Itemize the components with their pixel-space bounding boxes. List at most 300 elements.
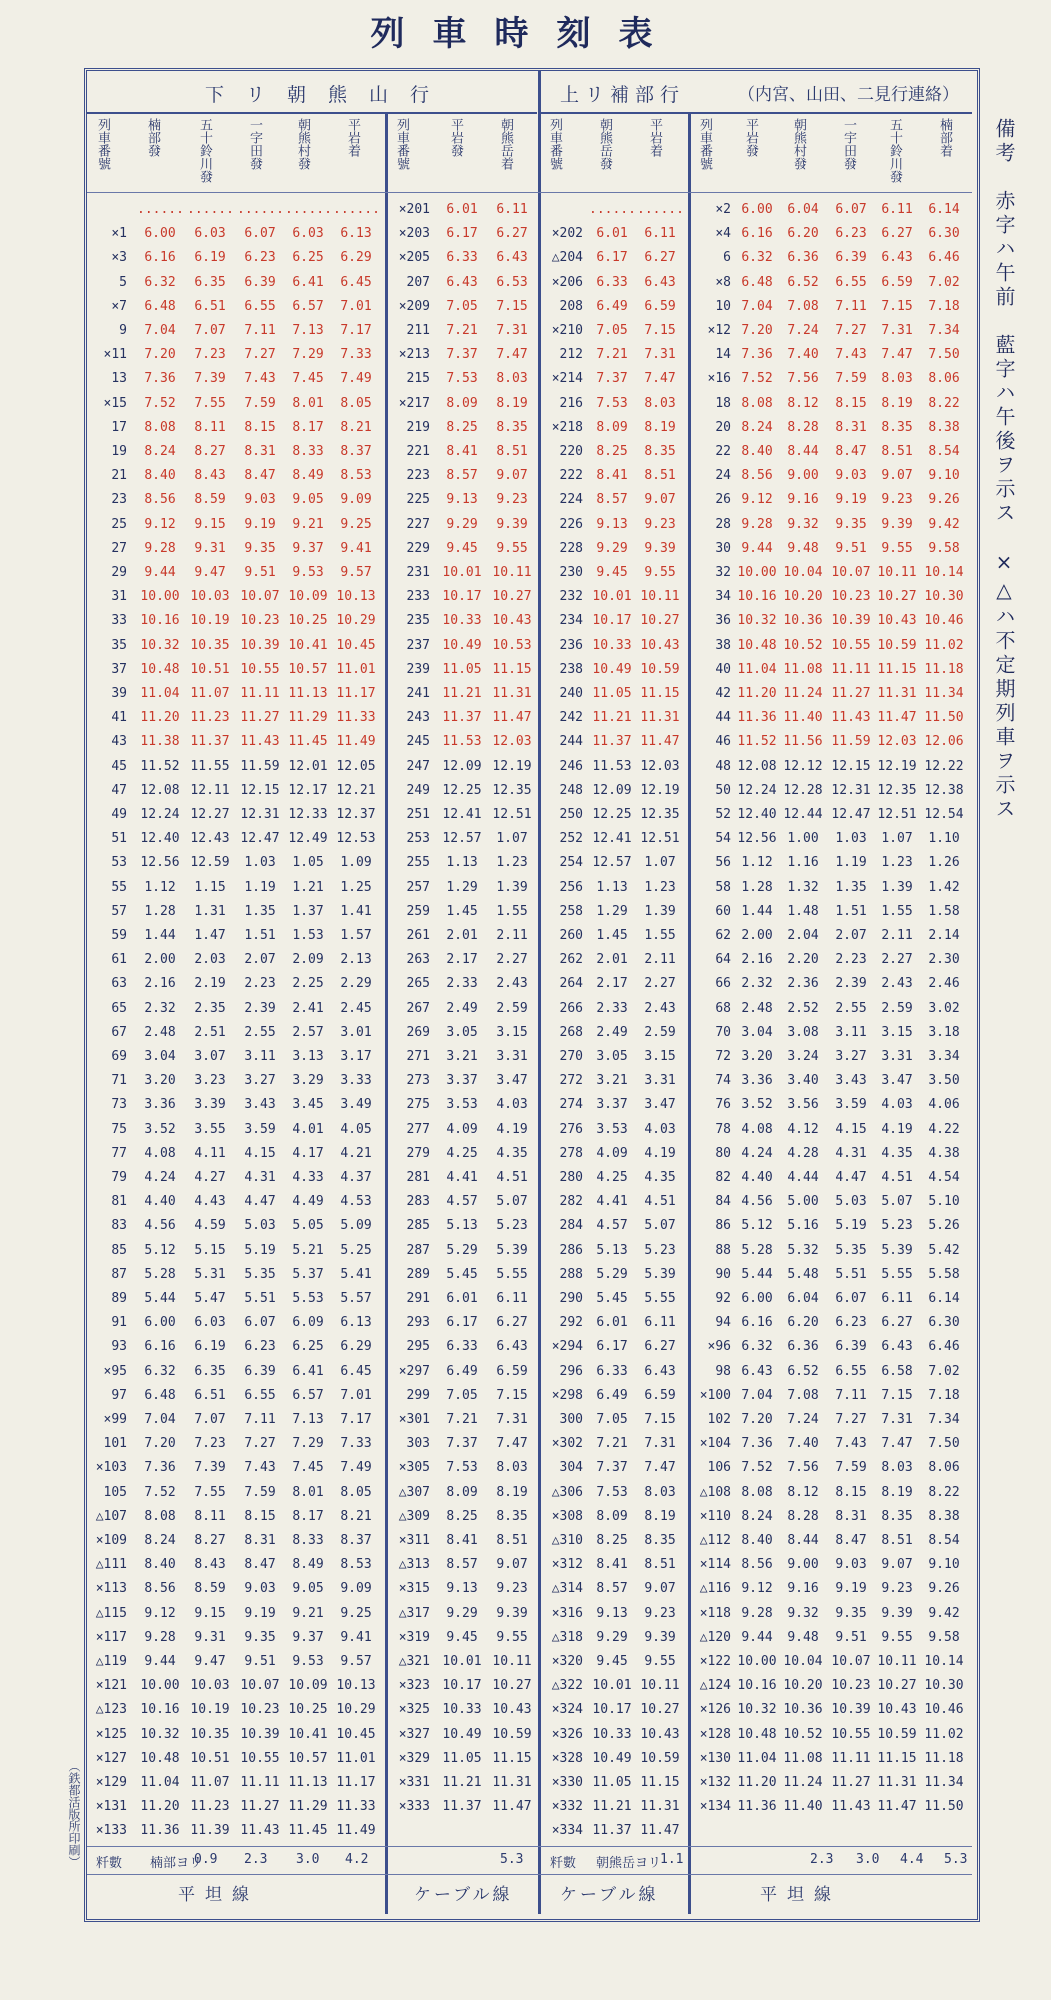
time-cell: 2.14: [928, 928, 960, 943]
time-cell: 9.45: [596, 1654, 628, 1669]
time-cell: 2.11: [644, 952, 676, 968]
time-cell: 8.11: [194, 1508, 226, 1524]
time-cell: 8.40: [144, 1557, 176, 1573]
time-cell: 6.57: [292, 298, 324, 314]
time-cell: 4.56: [144, 1218, 176, 1234]
time-cell: 7.04: [144, 323, 176, 338]
time-cell: 10.35: [190, 637, 230, 653]
time-cell: 11.05: [442, 1750, 482, 1766]
time-cell: 6.51: [194, 1387, 226, 1403]
time-cell: 11.56: [783, 734, 823, 750]
time-cell: 6.41: [292, 1363, 324, 1379]
time-cell: 2.35: [194, 1000, 226, 1016]
column-header-c-0: 列車番號: [547, 118, 562, 170]
train-number: 80: [715, 1145, 731, 1161]
train-number: ×133: [95, 1823, 127, 1839]
time-cell: 9.15: [194, 516, 226, 532]
time-cell: 9.45: [596, 565, 628, 580]
time-cell: 10.17: [442, 589, 482, 605]
time-cell: 3.37: [596, 1097, 628, 1113]
train-number: ×326: [551, 1726, 583, 1742]
time-cell: 5.48: [787, 1266, 819, 1282]
time-cell: 12.43: [190, 831, 230, 847]
time-cell: 2.09: [292, 952, 324, 968]
time-cell: 9.23: [496, 1581, 528, 1597]
time-cell: 9.39: [881, 516, 913, 532]
time-cell: 9.13: [596, 1605, 628, 1621]
time-cell: 6.14: [928, 1291, 960, 1306]
time-cell: 8.57: [596, 492, 628, 508]
time-cell: 6.20: [787, 226, 819, 242]
time-cell: 11.47: [640, 734, 680, 750]
time-cell: 5.19: [244, 1242, 276, 1258]
section-title-up: 上リ補部行: [560, 84, 686, 106]
time-cell: 1.03: [835, 831, 867, 847]
time-cell: 8.24: [144, 1533, 176, 1548]
train-number: △317: [398, 1605, 430, 1621]
time-cell: 8.35: [881, 1508, 913, 1524]
train-number: 77: [111, 1145, 127, 1161]
time-cell: 4.22: [928, 1121, 960, 1137]
train-number: 236: [559, 637, 583, 653]
time-cell: 11.13: [288, 1775, 328, 1790]
time-cell: 5.23: [644, 1242, 676, 1258]
time-cell: 4.03: [881, 1097, 913, 1113]
time-cell: 12.59: [190, 855, 230, 871]
time-cell: 9.10: [928, 1557, 960, 1573]
train-number: 85: [111, 1242, 127, 1258]
train-number: 61: [111, 952, 127, 968]
time-cell: 9.32: [787, 1605, 819, 1621]
time-cell: 8.08: [741, 1484, 773, 1500]
train-number: ×1: [111, 226, 127, 242]
time-cell: 10.59: [640, 1750, 680, 1766]
time-cell: 8.35: [496, 1508, 528, 1524]
time-cell: 7.33: [340, 347, 372, 363]
column-header-c-1: 朝熊岳發: [597, 118, 612, 170]
train-number: 54: [715, 831, 731, 847]
time-cell: 6.11: [496, 1291, 528, 1306]
time-cell: 8.19: [644, 419, 676, 435]
time-cell: 2.29: [340, 976, 372, 992]
train-number: 42: [715, 686, 731, 701]
time-cell: 4.43: [194, 1194, 226, 1210]
time-cell: 8.35: [881, 419, 913, 435]
train-number: 268: [559, 1024, 583, 1040]
train-number: 222: [559, 468, 583, 484]
train-number: △115: [95, 1605, 127, 1621]
time-cell: 5.07: [881, 1194, 913, 1210]
time-cell: 1.55: [881, 903, 913, 919]
time-cell: 11.50: [924, 710, 964, 726]
time-cell: 12.37: [336, 807, 376, 822]
time-cell: 10.55: [831, 637, 871, 653]
time-cell: 8.57: [446, 468, 478, 484]
time-cell: 7.47: [644, 1460, 676, 1476]
train-number: 261: [406, 928, 430, 943]
time-cell: 11.52: [140, 758, 180, 774]
time-cell: 5.23: [496, 1218, 528, 1234]
time-cell: 10.33: [442, 1702, 482, 1718]
fare-a-1: 0.9: [194, 1852, 218, 1867]
time-cell: 2.20: [787, 952, 819, 968]
time-cell: 5.41: [340, 1266, 372, 1282]
time-cell: 1.23: [881, 855, 913, 871]
train-number: 282: [559, 1194, 583, 1210]
time-cell: 6.55: [244, 298, 276, 314]
time-cell: 8.15: [244, 419, 276, 435]
train-number: 46: [715, 734, 731, 750]
train-number: △318: [551, 1629, 583, 1645]
time-cell: 1.28: [741, 879, 773, 895]
time-cell: 7.11: [835, 298, 867, 314]
train-number: ×205: [398, 250, 430, 266]
time-cell: 10.52: [783, 1726, 823, 1742]
time-cell: 6.49: [446, 1363, 478, 1379]
time-cell: 12.15: [240, 782, 280, 798]
time-cell: 7.15: [496, 1387, 528, 1403]
time-cell: 11.37: [442, 1799, 482, 1815]
train-number: 98: [715, 1363, 731, 1379]
time-cell: 8.24: [741, 1508, 773, 1524]
time-cell: 8.35: [644, 1533, 676, 1548]
train-number: △124: [699, 1678, 731, 1694]
time-cell: 11.15: [492, 661, 532, 677]
time-cell: 10.43: [640, 637, 680, 653]
time-cell: 6.17: [596, 1339, 628, 1355]
time-cell: 8.22: [928, 395, 960, 411]
time-cell: 12.41: [442, 807, 482, 822]
time-cell: 8.03: [644, 395, 676, 411]
time-cell: 8.31: [835, 419, 867, 435]
train-number: 13: [111, 371, 127, 387]
time-cell: 8.43: [194, 468, 226, 484]
time-cell: 10.55: [831, 1726, 871, 1742]
time-cell: 10.45: [336, 1726, 376, 1742]
time-cell: 6.48: [741, 274, 773, 290]
time-cell: 1.32: [787, 879, 819, 895]
time-cell: 3.45: [292, 1097, 324, 1113]
time-cell: 5.35: [244, 1266, 276, 1282]
train-number: 68: [715, 1000, 731, 1016]
column-header-d-4: 五十鈴川發: [887, 118, 902, 183]
time-cell: 2.23: [244, 976, 276, 992]
time-cell: 4.05: [340, 1121, 372, 1137]
time-cell: 8.11: [194, 419, 226, 435]
train-number: 86: [715, 1218, 731, 1234]
time-cell: 8.19: [881, 395, 913, 411]
time-cell: 8.24: [741, 419, 773, 435]
time-cell: 4.53: [340, 1194, 372, 1210]
train-number: 74: [715, 1073, 731, 1089]
time-cell: 2.33: [596, 1000, 628, 1016]
time-cell: 3.47: [496, 1073, 528, 1089]
time-cell: 1.55: [496, 903, 528, 919]
train-number: 216: [559, 395, 583, 411]
train-number: 212: [559, 347, 583, 363]
time-cell: 5.44: [144, 1291, 176, 1306]
train-number: 285: [406, 1218, 430, 1234]
time-cell: 12.21: [336, 782, 376, 798]
time-cell: 7.21: [446, 323, 478, 338]
time-cell: 2.27: [496, 952, 528, 968]
time-cell: 2.07: [244, 952, 276, 968]
train-number: 235: [406, 613, 430, 629]
time-cell: 6.41: [292, 274, 324, 290]
time-cell: 7.39: [194, 371, 226, 387]
time-cell: 10.43: [877, 613, 917, 629]
time-cell: 8.12: [787, 395, 819, 411]
time-cell: 12.24: [140, 807, 180, 822]
time-cell: 10.01: [592, 1678, 632, 1694]
time-cell: 10.14: [924, 1654, 964, 1669]
time-cell: 3.20: [741, 1049, 773, 1064]
time-cell: 2.17: [596, 976, 628, 992]
time-cell: 3.15: [644, 1049, 676, 1064]
train-number: △120: [699, 1629, 731, 1645]
time-cell: 10.23: [831, 589, 871, 605]
time-cell: 3.50: [928, 1073, 960, 1089]
time-cell: 7.08: [787, 1387, 819, 1403]
train-number: 277: [406, 1121, 430, 1137]
fare-from-c: 朝熊岳ヨリ: [596, 1856, 662, 1871]
train-number: 233: [406, 589, 430, 605]
remarks: 備考 赤字ハ午前 藍字ハ午後ヲ示ス ×△ハ不定期列車ヲ示ス: [992, 118, 1016, 822]
time-cell: 1.25: [340, 879, 372, 895]
time-cell: 1.47: [194, 928, 226, 943]
time-cell: 8.25: [596, 1533, 628, 1548]
train-number: 10: [715, 298, 731, 314]
train-number: 256: [559, 879, 583, 895]
time-cell: 5.29: [446, 1242, 478, 1258]
time-cell: 6.07: [244, 1315, 276, 1331]
table-row: [87, 1817, 385, 1847]
time-cell: 7.05: [596, 1412, 628, 1427]
time-cell: 11.29: [288, 1799, 328, 1815]
time-cell: 10.09: [288, 589, 328, 605]
time-cell: 7.40: [787, 347, 819, 363]
time-cell: 9.00: [787, 1557, 819, 1573]
time-cell: 9.42: [928, 1605, 960, 1621]
time-cell: 8.15: [244, 1508, 276, 1524]
time-cell: 6.53: [496, 274, 528, 290]
time-cell: 9.13: [446, 492, 478, 508]
train-number: 245: [406, 734, 430, 750]
train-number: ×305: [398, 1460, 430, 1476]
time-cell: 8.03: [881, 371, 913, 387]
time-cell: 9.35: [244, 540, 276, 556]
train-number: 286: [559, 1242, 583, 1258]
time-cell: 10.27: [492, 589, 532, 605]
train-number: 259: [406, 903, 430, 919]
train-number: 264: [559, 976, 583, 992]
train-number: 284: [559, 1218, 583, 1234]
time-cell: 1.03: [244, 855, 276, 871]
time-cell: 11.21: [442, 1775, 482, 1790]
time-cell: 9.58: [928, 1629, 960, 1645]
time-cell: 3.07: [194, 1049, 226, 1064]
time-cell: 8.40: [144, 468, 176, 484]
time-cell: 6.57: [292, 1387, 324, 1403]
time-cell: 10.39: [831, 1702, 871, 1718]
time-cell: 5.25: [340, 1242, 372, 1258]
time-cell: 10.43: [640, 1726, 680, 1742]
fare-d-4: 5.3: [944, 1852, 968, 1867]
time-cell: 1.51: [244, 928, 276, 943]
time-cell: 1.31: [194, 903, 226, 919]
time-cell: 9.55: [644, 565, 676, 580]
column-header-a-1: 楠部發: [145, 118, 160, 157]
time-cell: 10.32: [737, 613, 777, 629]
time-cell: 12.06: [924, 734, 964, 750]
time-cell: 6.13: [340, 1315, 372, 1331]
train-number: ×201: [398, 202, 430, 217]
time-cell: 9.55: [496, 1629, 528, 1645]
train-number: ×315: [398, 1581, 430, 1597]
time-cell: 7.21: [446, 1412, 478, 1427]
train-number: 243: [406, 710, 430, 726]
time-cell: 6.52: [787, 1363, 819, 1379]
time-cell: 7.15: [644, 1412, 676, 1427]
time-cell: 7.01: [340, 298, 372, 314]
train-number: 211: [406, 323, 430, 338]
time-cell: 5.35: [835, 1242, 867, 1258]
train-number: 78: [715, 1121, 731, 1137]
time-cell: 3.29: [292, 1073, 324, 1089]
train-number: ×316: [551, 1605, 583, 1621]
train-number: △112: [699, 1533, 731, 1548]
train-number: ×131: [95, 1799, 127, 1815]
time-cell: 7.37: [446, 1436, 478, 1452]
time-cell: 1.29: [596, 903, 628, 919]
time-cell: 2.36: [787, 976, 819, 992]
time-cell: 12.40: [737, 807, 777, 822]
time-cell: 2.43: [496, 976, 528, 992]
time-cell: 4.47: [244, 1194, 276, 1210]
train-number: 29: [111, 565, 127, 580]
time-cell: 7.27: [244, 1436, 276, 1452]
time-cell: 7.43: [835, 347, 867, 363]
train-number: 21: [111, 468, 127, 484]
time-cell: 6.16: [741, 1315, 773, 1331]
time-cell: 10.32: [140, 637, 180, 653]
train-number: 223: [406, 468, 430, 484]
time-cell: 3.37: [446, 1073, 478, 1089]
time-cell: 8.47: [835, 1533, 867, 1548]
train-number: 26: [715, 492, 731, 508]
time-cell: 2.01: [446, 928, 478, 943]
time-cell: 11.31: [640, 710, 680, 726]
time-cell: 7.24: [787, 1412, 819, 1427]
time-cell: 6.27: [644, 250, 676, 266]
time-cell: 10.01: [442, 565, 482, 580]
time-cell: 6.46: [928, 1339, 960, 1355]
train-number: 30: [715, 540, 731, 556]
time-cell: 11.15: [877, 661, 917, 677]
train-number: 229: [406, 540, 430, 556]
time-cell: 8.51: [496, 1533, 528, 1548]
time-cell: 9.03: [835, 468, 867, 484]
time-cell: 10.39: [240, 637, 280, 653]
train-number: 25: [111, 516, 127, 532]
time-cell: 2.27: [644, 976, 676, 992]
time-cell: 7.27: [835, 1412, 867, 1427]
time-cell: 8.41: [446, 444, 478, 459]
time-cell: 7.55: [194, 1484, 226, 1500]
time-cell: 2.49: [446, 1000, 478, 1016]
train-number: 300: [559, 1412, 583, 1427]
train-number: 267: [406, 1000, 430, 1016]
section-note-up: （内宮、山田、二見行連絡）: [738, 85, 959, 105]
column-header-d-1: 平岩發: [743, 118, 758, 157]
time-cell: 6.07: [244, 226, 276, 242]
time-cell: 10.17: [442, 1678, 482, 1694]
time-cell: 9.55: [881, 540, 913, 556]
time-cell: 8.44: [787, 1533, 819, 1548]
train-number: 303: [406, 1436, 430, 1452]
footer-mid-rule: [87, 1874, 972, 1875]
time-cell: 7.11: [244, 1412, 276, 1427]
time-cell: 7.49: [340, 371, 372, 387]
train-number: 39: [111, 686, 127, 701]
time-cell: 12.17: [288, 782, 328, 798]
time-cell: 10.04: [783, 1654, 823, 1669]
time-cell: 10.07: [240, 589, 280, 605]
time-cell: 9.35: [835, 1605, 867, 1621]
time-cell: 1.53: [292, 928, 324, 943]
time-cell: ......: [285, 202, 332, 217]
time-cell: 7.08: [787, 298, 819, 314]
time-cell: 2.17: [446, 952, 478, 968]
time-cell: 10.57: [288, 1750, 328, 1766]
time-cell: 6.17: [446, 226, 478, 242]
train-number: ×311: [398, 1533, 430, 1548]
time-cell: 3.04: [741, 1024, 773, 1040]
time-cell: 11.07: [190, 1775, 230, 1790]
time-cell: 1.07: [644, 855, 676, 871]
time-cell: 2.32: [741, 976, 773, 992]
time-cell: 1.09: [340, 855, 372, 871]
time-cell: 11.11: [831, 1750, 871, 1766]
time-cell: 4.06: [928, 1097, 960, 1113]
time-cell: 10.19: [190, 1702, 230, 1718]
train-number: △307: [398, 1484, 430, 1500]
train-number: 224: [559, 492, 583, 508]
time-cell: 5.05: [292, 1218, 324, 1234]
train-number: 275: [406, 1097, 430, 1113]
time-cell: 7.20: [144, 347, 176, 363]
train-number: ×125: [95, 1726, 127, 1742]
time-cell: 2.48: [741, 1000, 773, 1016]
time-cell: 7.53: [446, 1460, 478, 1476]
train-number: △306: [551, 1484, 583, 1500]
train-number: 9: [119, 323, 127, 338]
time-cell: 10.27: [640, 613, 680, 629]
time-cell: 7.31: [496, 1412, 528, 1427]
time-cell: 11.37: [442, 710, 482, 726]
section-header-up: [540, 72, 972, 114]
train-number: 242: [559, 710, 583, 726]
train-number: 53: [111, 855, 127, 871]
time-cell: 9.55: [496, 540, 528, 556]
time-cell: 9.45: [446, 540, 478, 556]
time-cell: 6.39: [244, 1363, 276, 1379]
time-cell: 8.09: [596, 1508, 628, 1524]
time-cell: 4.51: [644, 1194, 676, 1210]
time-cell: 8.59: [194, 1581, 226, 1597]
time-cell: 1.16: [787, 855, 819, 871]
time-cell: 2.48: [144, 1024, 176, 1040]
